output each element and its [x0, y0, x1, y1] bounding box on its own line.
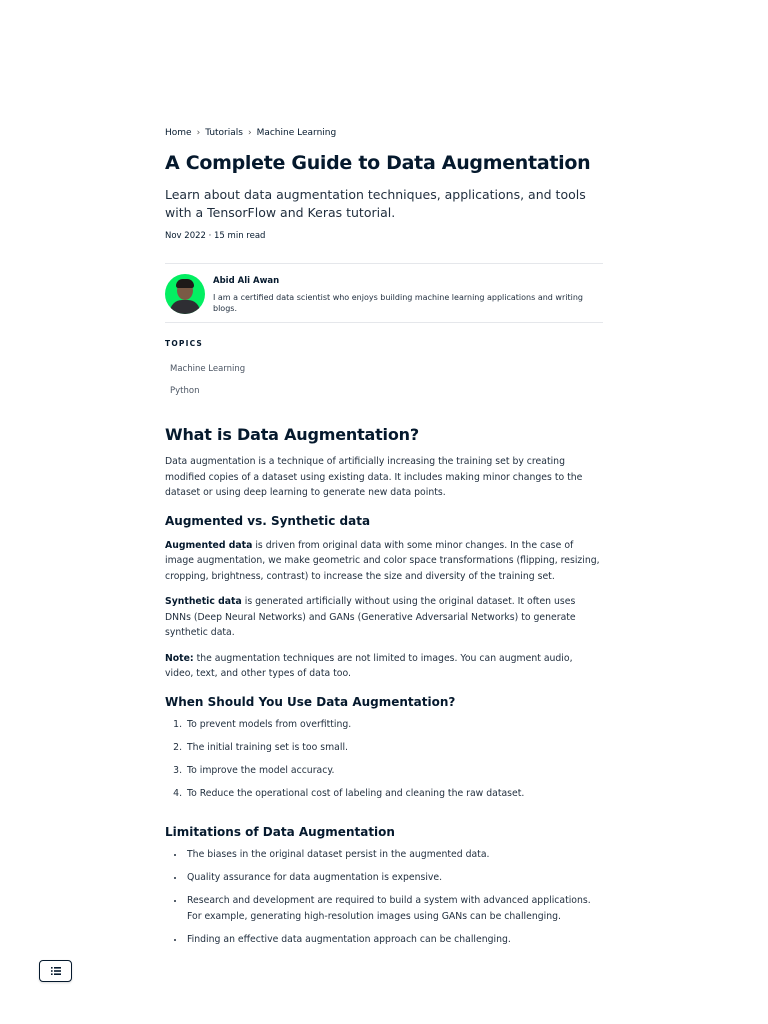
avatar[interactable]: [165, 274, 205, 314]
breadcrumb-separator: ›: [196, 128, 201, 138]
intro-paragraph: Data augmentation is a technique of artificially increasing the training set by creating modified copies of a dataset using existing data. It includes making minor changes to the dataset or using deep learning to generate new data points.: [165, 456, 583, 498]
augmented-paragraph: [165, 538, 603, 585]
author-info: [213, 274, 603, 314]
breadcrumb-separator: ›: [247, 128, 252, 138]
topics-list: [165, 358, 603, 402]
breadcrumb-home[interactable]: Home: [165, 128, 192, 138]
breadcrumb-tutorials[interactable]: Tutorials: [205, 128, 243, 138]
synthetic-term: Synthetic data: [165, 596, 242, 607]
author-box: [165, 263, 603, 323]
list-item: • Research and development are required to build a system with advanced applications. For example, generating high-resolution images using GANs can be challenging.: [185, 893, 603, 924]
list-item: • Finding an effective data augmentation approach can be challenging.: [185, 932, 603, 948]
note-label: Note:: [165, 652, 194, 664]
section-heading-vs: Augmented vs. Synthetic data: [165, 513, 371, 528]
list-icon: [51, 967, 61, 975]
section-heading-limits: Limitations of Data Augmentation: [165, 825, 395, 839]
limits-list: [165, 847, 603, 947]
list-item: 3. To improve the model accuracy.: [185, 763, 603, 779]
breadcrumb: [165, 126, 603, 140]
breadcrumb-machine-learning[interactable]: Machine Learning: [256, 128, 337, 138]
note-text: the augmentation techniques are not limited to images. You can augment audio, video, text, and other types of data too.: [165, 652, 573, 679]
author-bio: I am a certified data scientist who enjoys building machine learning applications and writing blogs.: [213, 293, 583, 313]
topic-python[interactable]: Python: [170, 386, 200, 396]
augmented-text: is driven from original data with some minor changes. In the case of image augmentation, we make geometric and color space transformations (flipping, resizing, cropping, brightness, contrast) to increase the size and diversity of the training set.: [165, 539, 600, 582]
topic-machine-learning[interactable]: Machine Learning: [170, 364, 246, 374]
page-subtitle: Learn about data augmentation techniques, applications, and tools with a TensorFlow and Keras tutorial.: [165, 187, 586, 220]
note-paragraph: [165, 651, 603, 682]
topics-label: TOPICS: [165, 339, 204, 348]
section-heading-what: What is Data Augmentation?: [165, 425, 419, 444]
list-item: • Quality assurance for data augmentation is expensive.: [185, 870, 603, 886]
table-of-contents-button[interactable]: [39, 960, 72, 982]
list-item: 4. To Reduce the operational cost of labeling and cleaning the raw dataset.: [185, 786, 603, 802]
when-list: [165, 717, 603, 802]
section-heading-when: When Should You Use Data Augmentation?: [165, 694, 456, 709]
synthetic-paragraph: [165, 594, 603, 641]
page-title: A Complete Guide to Data Augmentation: [165, 152, 591, 174]
synthetic-text: is generated artificially without using the original dataset. It often uses DNNs (Deep Neural Networks) and GANs (Generative Adversarial Networks) to generate synthetic data.: [165, 596, 576, 638]
augmented-term: Augmented data: [165, 539, 253, 551]
list-item: 2. The initial training set is too small.: [185, 740, 603, 756]
list-item: • The biases in the original dataset persist in the augmented data.: [185, 847, 603, 863]
list-item: 1. To prevent models from overfitting.: [185, 717, 603, 733]
author-name[interactable]: Abid Ali Awan: [213, 276, 280, 286]
article: [165, 126, 603, 955]
article-meta: Nov 2022 · 15 min read: [165, 231, 266, 241]
